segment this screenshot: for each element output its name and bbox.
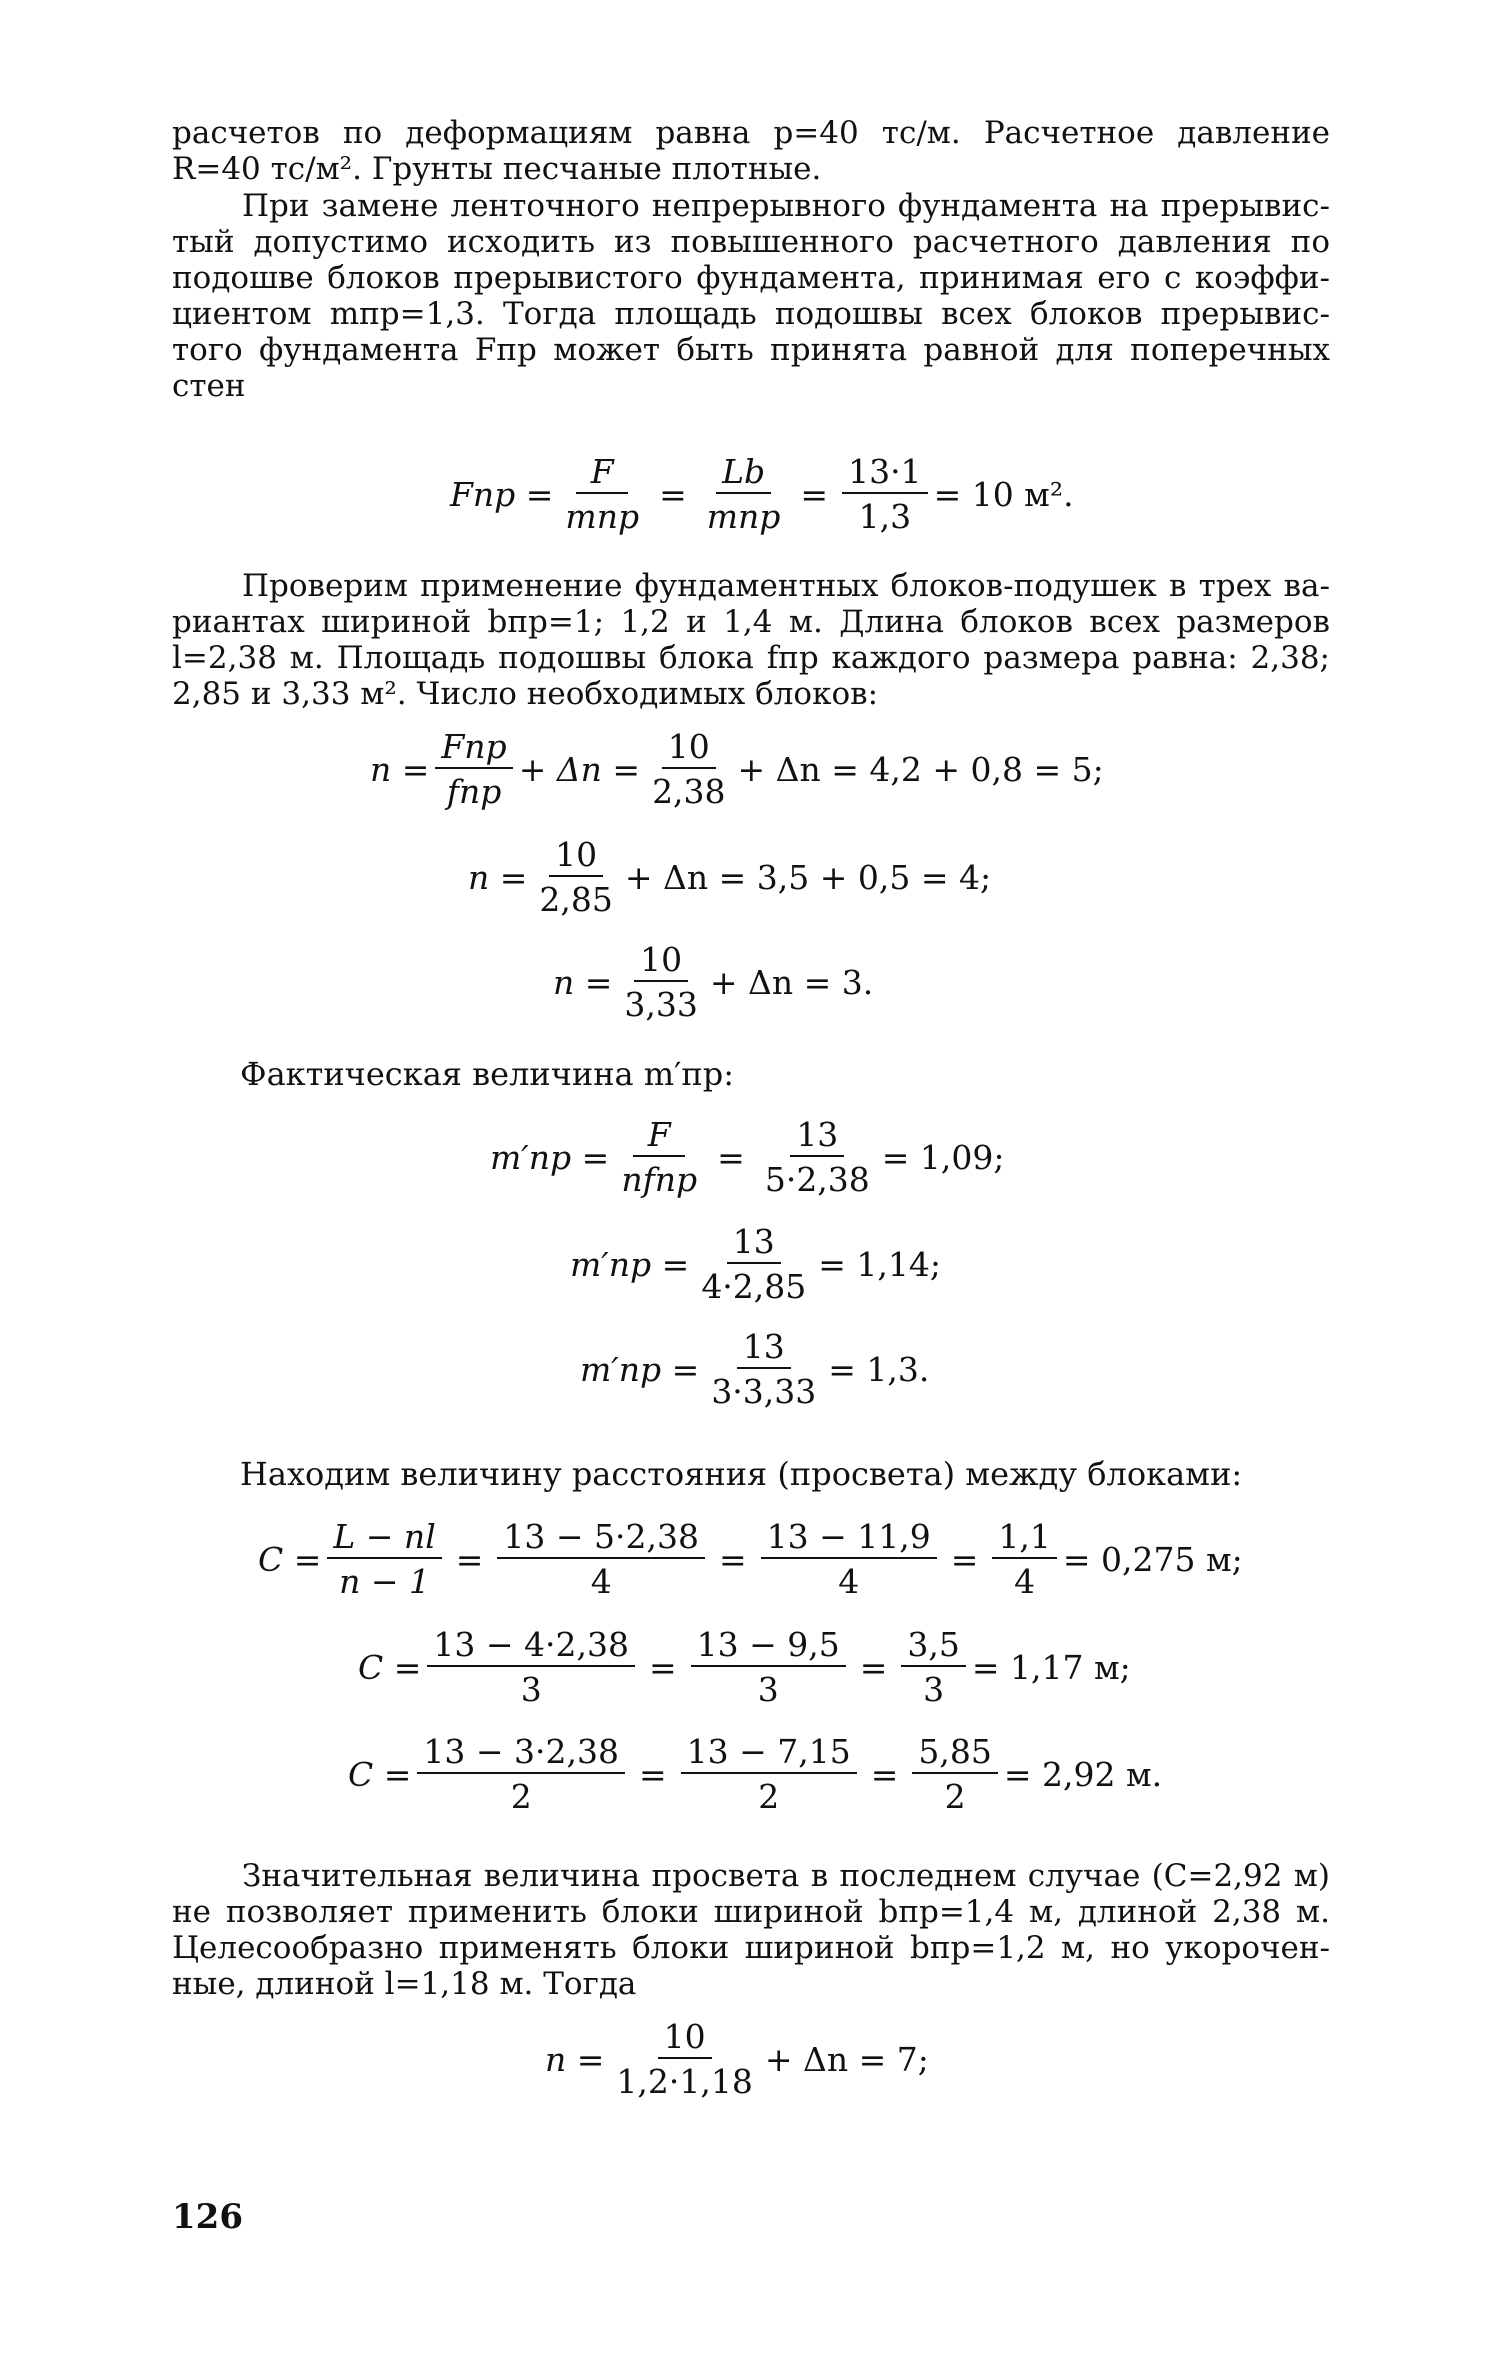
text-line: подошве блоков прерывистого фундамента, принимая его с коэффи- bbox=[172, 260, 1330, 296]
text-line: l=2,38 м. Площадь подошвы блока fпр каждого размера равна: 2,38; bbox=[172, 640, 1330, 676]
formula-rhs: = 1,3. bbox=[828, 1349, 930, 1389]
formula-short-blocks bbox=[545, 2017, 929, 2101]
formula-rhs: = 1,09; bbox=[881, 1137, 1005, 1177]
text-line: стен bbox=[172, 368, 246, 404]
formula-middle: + Δn = bbox=[518, 749, 641, 789]
equals-sign: = bbox=[638, 1754, 667, 1794]
formula-lhs: n = bbox=[553, 962, 613, 1002]
fraction bbox=[610, 2017, 758, 2101]
formula-rhs: + Δn = 3. bbox=[709, 962, 874, 1002]
formula-rhs: + Δn = 4,2 + 0,8 = 5; bbox=[737, 749, 1104, 789]
fraction bbox=[691, 1625, 846, 1709]
text-line: Проверим применение фундаментных блоков-подушек в трех ва- bbox=[242, 568, 1330, 604]
denominator: 3,33 bbox=[624, 985, 698, 1024]
text-line: ные, длиной l=1,18 м. Тогда bbox=[172, 1966, 637, 2002]
numerator: 10 bbox=[658, 2020, 712, 2059]
denominator: 4 bbox=[1014, 1562, 1036, 1601]
text-line: При замене ленточного непрерывного фундамента на прерывис- bbox=[242, 188, 1330, 224]
text-line: Целесообразно применять блоки шириной bпр=1,2 м, но укорочен- bbox=[172, 1930, 1330, 1966]
denominator: mпр bbox=[706, 497, 781, 536]
denominator: 3 bbox=[757, 1670, 779, 1709]
numerator: L − nl bbox=[327, 1520, 441, 1559]
fraction bbox=[761, 1517, 937, 1601]
formula-rhs: = 2,92 м. bbox=[1003, 1754, 1163, 1794]
page-number: 126 bbox=[172, 2197, 243, 2237]
text-line: Значительная величина просвета в последнем случае (C=2,92 м) bbox=[242, 1858, 1330, 1894]
formula-rhs: + Δn = 3,5 + 0,5 = 4; bbox=[624, 857, 992, 897]
formula-lhs: C = bbox=[348, 1754, 412, 1794]
equals-sign: = bbox=[800, 474, 829, 514]
numerator: Lb bbox=[716, 455, 771, 494]
section-heading-actual-value: Фактическая величина m′пр: bbox=[240, 1055, 734, 1093]
fraction bbox=[497, 1517, 705, 1601]
formula-gap-2 bbox=[358, 1625, 1131, 1709]
denominator: mпр bbox=[565, 497, 640, 536]
denominator: 3 bbox=[520, 1670, 542, 1709]
fraction bbox=[615, 1115, 703, 1199]
numerator: 5,85 bbox=[912, 1735, 997, 1774]
fraction bbox=[435, 727, 512, 811]
numerator: 13 bbox=[737, 1330, 791, 1369]
denominator: 2,38 bbox=[652, 772, 726, 811]
fraction bbox=[912, 1732, 997, 1816]
numerator: 13 − 4·2,38 bbox=[427, 1628, 635, 1667]
numerator: 1,1 bbox=[992, 1520, 1056, 1559]
numerator: F bbox=[576, 455, 628, 494]
numerator: F bbox=[633, 1118, 685, 1157]
formula-blocks-count-2 bbox=[468, 835, 992, 919]
equals-sign: = bbox=[859, 1647, 888, 1687]
fraction bbox=[695, 1222, 812, 1306]
denominator: nfпр bbox=[621, 1160, 698, 1199]
formula-rhs: = 1,17 м; bbox=[971, 1647, 1131, 1687]
text-line: R=40 тс/м². Грунты песчаные плотные. bbox=[172, 151, 822, 187]
equals-sign: = bbox=[870, 1754, 899, 1794]
denominator: 4 bbox=[590, 1562, 612, 1601]
formula-gap-1 bbox=[258, 1517, 1243, 1601]
denominator: n − 1 bbox=[339, 1562, 431, 1601]
formula-actual-coef-1 bbox=[490, 1115, 1005, 1199]
equals-sign: = bbox=[455, 1539, 484, 1579]
numerator: 13 − 11,9 bbox=[761, 1520, 937, 1559]
formula-area-total bbox=[450, 452, 1074, 536]
formula-lhs: C = bbox=[258, 1539, 322, 1579]
denominator: fпр bbox=[446, 772, 502, 811]
formula-lhs: n = bbox=[468, 857, 528, 897]
fraction bbox=[327, 1517, 441, 1601]
equals-sign: = bbox=[719, 1539, 747, 1579]
formula-rhs: + Δn = 7; bbox=[764, 2039, 929, 2079]
fraction bbox=[618, 940, 703, 1024]
numerator: 10 bbox=[549, 838, 603, 877]
denominator: 2 bbox=[944, 1777, 966, 1816]
equals-sign: = bbox=[717, 1137, 745, 1177]
formula-lhs: C = bbox=[358, 1647, 422, 1687]
fraction bbox=[992, 1517, 1056, 1601]
text-line: тый допустимо исходить из повышенного расчетного давления по bbox=[172, 224, 1330, 260]
denominator: 4 bbox=[838, 1562, 860, 1601]
text-line: риантах шириной bпр=1; 1,2 и 1,4 м. Длина блоков всех размеров bbox=[172, 604, 1330, 640]
formula-lhs: m′пр = bbox=[570, 1244, 690, 1284]
fraction bbox=[901, 1625, 965, 1709]
formula-rhs: = 0,275 м; bbox=[1062, 1539, 1243, 1579]
fraction bbox=[427, 1625, 635, 1709]
numerator: 13 − 5·2,38 bbox=[497, 1520, 705, 1559]
fraction bbox=[701, 452, 787, 536]
denominator: 2 bbox=[758, 1777, 780, 1816]
fraction bbox=[533, 835, 618, 919]
fraction bbox=[559, 452, 645, 536]
equals-sign: = bbox=[950, 1539, 979, 1579]
formula-gap-3 bbox=[348, 1732, 1163, 1816]
denominator: 1,2·1,18 bbox=[616, 2062, 753, 2101]
fraction bbox=[681, 1732, 857, 1816]
paragraph-1 bbox=[172, 115, 1330, 187]
formula-actual-coef-3 bbox=[580, 1327, 930, 1411]
text-line: 2,85 и 3,33 м². Число необходимых блоков: bbox=[172, 676, 879, 712]
numerator: 13 − 3·2,38 bbox=[417, 1735, 625, 1774]
numerator: Fпр bbox=[435, 730, 512, 769]
text-line: циентом mпр=1,3. Тогда площадь подошвы всех блоков прерывис- bbox=[172, 296, 1330, 332]
numerator: 13 bbox=[727, 1225, 781, 1264]
formula-lhs: m′пр = bbox=[580, 1349, 700, 1389]
numerator: 13 − 9,5 bbox=[691, 1628, 846, 1667]
numerator: 10 bbox=[634, 943, 688, 982]
formula-rhs: = 1,14; bbox=[818, 1244, 942, 1284]
numerator: 13 − 7,15 bbox=[681, 1735, 857, 1774]
formula-lhs: n = bbox=[370, 749, 430, 789]
text-line: не позволяет применить блоки шириной bпр=1,4 м, длиной 2,38 м. bbox=[172, 1894, 1330, 1930]
numerator: 3,5 bbox=[901, 1628, 965, 1667]
denominator: 1,3 bbox=[858, 497, 912, 536]
equals-sign: = bbox=[648, 1647, 677, 1687]
text-line: расчетов по деформациям равна p=40 тс/м. Расчетное давление bbox=[172, 115, 1330, 151]
fraction bbox=[705, 1327, 822, 1411]
formula-lhs: Fпр = bbox=[450, 474, 554, 514]
formula-blocks-count-1 bbox=[370, 727, 1104, 811]
fraction bbox=[646, 727, 731, 811]
denominator: 2 bbox=[510, 1777, 532, 1816]
paragraph-2 bbox=[172, 188, 1330, 404]
text-line: того фундамента Fпр может быть принята равной для поперечных bbox=[172, 332, 1330, 368]
section-heading-gap: Находим величину расстояния (просвета) между блоками: bbox=[240, 1455, 1243, 1493]
denominator: 3 bbox=[923, 1670, 945, 1709]
denominator: 5·2,38 bbox=[764, 1160, 870, 1199]
denominator: 4·2,85 bbox=[701, 1267, 807, 1306]
paragraph-4 bbox=[172, 1858, 1330, 2002]
formula-lhs: n = bbox=[545, 2039, 605, 2079]
formula-blocks-count-3 bbox=[553, 940, 874, 1024]
numerator: 10 bbox=[662, 730, 716, 769]
paragraph-3 bbox=[172, 568, 1330, 712]
numerator: 13 bbox=[790, 1118, 844, 1157]
denominator: 2,85 bbox=[539, 880, 613, 919]
numerator: 13·1 bbox=[842, 455, 927, 494]
denominator: 3·3,33 bbox=[711, 1372, 817, 1411]
equals-sign: = bbox=[659, 474, 687, 514]
fraction bbox=[417, 1732, 625, 1816]
formula-lhs: m′пр = bbox=[490, 1137, 610, 1177]
formula-rhs: = 10 м². bbox=[933, 474, 1074, 514]
fraction bbox=[759, 1115, 876, 1199]
formula-actual-coef-2 bbox=[570, 1222, 942, 1306]
fraction bbox=[842, 452, 927, 536]
